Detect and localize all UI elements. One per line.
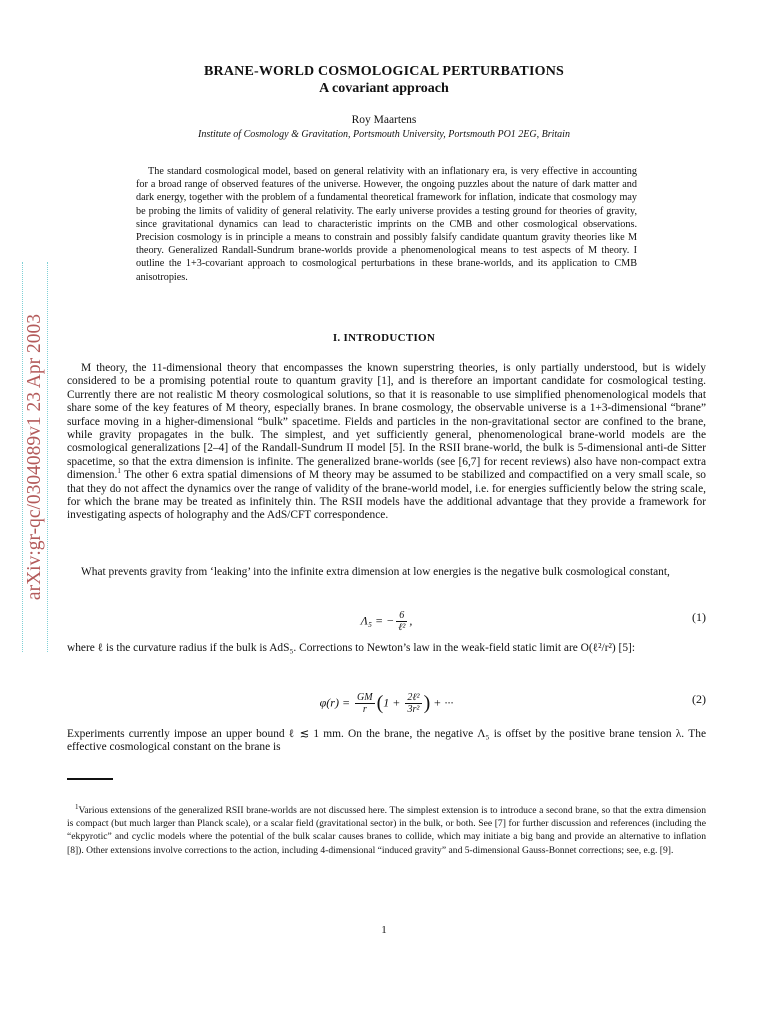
paragraph-text: M theory, the 11-dimensional theory that encompasses the known superstring theories, is only partially understood, but is widely considered to be a promising potential route to quantum gravity [1], and is therefore an important candidate for cosmological testing. Currently there are not realistic M theory cosmological solutions, so that it is reasonable to use simplified phenomenological models that share some of the key features of M theory, especially branes. In brane cosmology, the observable universe is a 1+3-dimensional “brane” surface moving in a higher-dimensional “bulk” spacetime. Fields and particles in the non-gravitational sector are confined to the brane, while gravity propagates in the bulk. The simplest, and yet sufficiently general, phenomenological brane-world models are the cosmological generalizations [2–4] of the Randall-Sundrum II model [5]. In the RSII brane-world, the bulk is 5-dimensional anti-de Sitter spacetime, so that the extra dimension is infinite. The generalized brane-worlds (see [6,7] for recent reviews) also have non-compact extra dimension. [67, 362, 706, 482]
footnote [67, 804, 706, 857]
footnote-mark: 1 [117, 467, 121, 476]
page-number: 1 [381, 924, 387, 936]
equation-number: (1) [692, 610, 706, 624]
body-paragraph-4 [67, 728, 706, 755]
section-heading: I. INTRODUCTION [332, 332, 436, 344]
eq2-one-plus: 1 + [383, 695, 404, 710]
body-paragraph-3 [67, 642, 706, 655]
paper-title: BRANE-WORLD COSMOLOGICAL PERTURBATIONS [203, 64, 564, 79]
eq1-denominator: ℓ² [398, 622, 406, 633]
arxiv-id-label: arXiv:gr-qc/0304089v1 23 Apr 2003 [24, 313, 45, 601]
eq2-close-paren: ) [423, 692, 431, 714]
eq2-fraction-1 [355, 692, 375, 715]
eq2-f1-denominator: r [362, 704, 367, 715]
arxiv-stamp [22, 262, 48, 652]
paper-subtitle: A covariant approach [319, 81, 449, 96]
paragraph-text: Experiments currently impose an upper bound ℓ ≲ 1 mm. On the brane, the negative Λ₅ is offset by the positive brane tension λ. The effective cosmological constant on the brane is [67, 728, 706, 754]
eq2-lhs: φ(r) = [319, 695, 354, 710]
eq2-f1-numerator: GM [357, 692, 373, 703]
eq1-fraction [396, 610, 407, 633]
equation-2 [67, 684, 706, 714]
eq2-fraction-2 [405, 692, 421, 715]
eq1-lhs: Λ₅ = − [360, 613, 395, 628]
eq1-numerator: 6 [396, 610, 407, 622]
eq2-f2-numerator: 2ℓ² [407, 692, 420, 703]
paragraph-text: The other 6 extra spatial dimensions of M theory may be assumed to be stabilized and compactified on a very small scale, so that they do not affect the dynamics over the range of validity of the brane-world model, i.e. for energies sufficiently below the string scale, for which the brane may be treated as infinitely thin. The RSII models have the additional advantage that they provide a framework for investigating aspects of holography and the AdS/CFT correspondence. [67, 469, 706, 522]
author-name: Roy Maartens [351, 114, 417, 126]
abstract-text: The standard cosmological model, based on general relativity with an inflationary era, is very effective in accounting for a broad range of observed features of the universe. However, the ongoing puzzles about the nature of dark matter and dark energy, together with the problem of a fundamental theoretical framework for inflation, indicate that cosmology may be probing the limits of validity of general relativity. The early universe provides a testing ground for theories of gravity, since gravitational dynamics can lead to characteristic imprints on the CMB and other cosmological observations. Precision cosmology is in principle a means to constrain and possibly falsify candidate quantum gravity theories like M theory. Generalized Randall-Sundrum brane-worlds provide a phenomenological means to test aspects of M theory. I outline the 1+3-covariant approach to cosmological perturbations in these brane-worlds, and its application to CMB anisotropies. [136, 166, 637, 283]
eq2-f2-denominator: 3r² [407, 704, 420, 715]
abstract [136, 165, 637, 284]
eq2-open-paren: ( [376, 692, 384, 714]
equation-number: (2) [692, 692, 706, 706]
body-paragraph-1 [67, 362, 706, 523]
footnote-rule [67, 778, 113, 780]
eq2-tail: + ··· [430, 695, 454, 710]
equation-1 [67, 604, 706, 634]
author-affiliation: Institute of Cosmology & Gravitation, Portsmouth University, Portsmouth PO1 2EG, Britain [198, 129, 570, 140]
paragraph-text: What prevents gravity from ‘leaking’ into the infinite extra dimension at low energies is the negative bulk cosmological constant, [81, 566, 670, 578]
body-paragraph-2 [67, 566, 706, 579]
footnote-mark: 1 [75, 802, 79, 811]
footnote-text: Various extensions of the generalized RSII brane-worlds are not discussed here. The simplest extension is to introduce a second brane, so that the extra dimension is compact (but much larger than Planck scale), or a scalar field (gravitational sector) in the bulk, or both. See [7] for further discussion and references (including the “ekpyrotic” and cyclic models where the potential of the bulk scalar causes branes to collide, which may initiate a big bang and provide an alternative to inflation [8]). Other extensions involve corrections to the action, including 4-dimensional “induced gravity” and 5-dimensional Gauss-Bonnet corrections; see, e.g. [9]. [67, 805, 706, 856]
eq1-tail: , [409, 613, 413, 628]
paragraph-text: where ℓ is the curvature radius if the bulk is AdS₅. Corrections to Newton’s law in the weak-field static limit are O(ℓ²/r²) [5]: [67, 642, 636, 654]
